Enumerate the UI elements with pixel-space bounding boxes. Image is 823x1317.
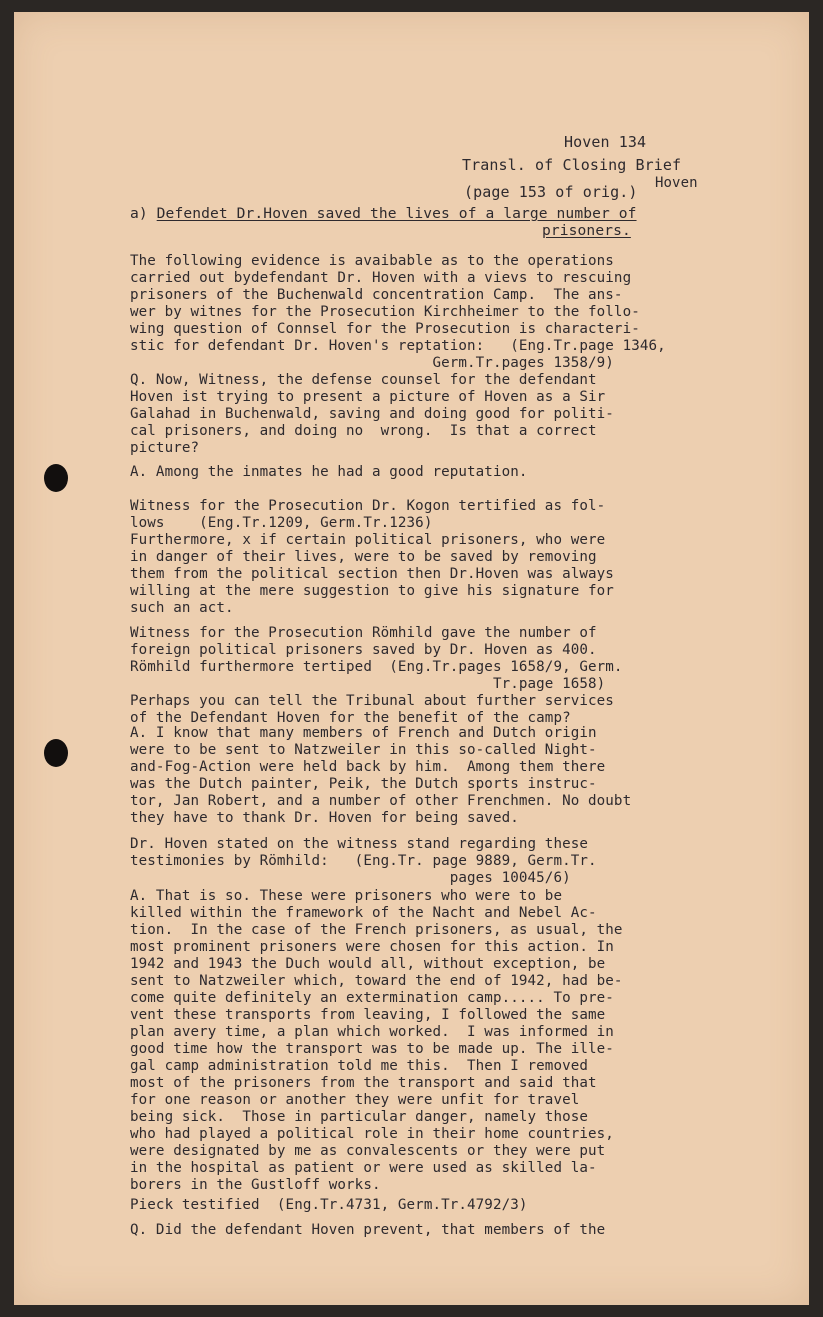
text-line: most of the prisoners from the transport and said that: [130, 1075, 597, 1091]
page-reference: Hoven 134: [564, 133, 647, 151]
text-line: wer by witnes for the Prosecution Kirchheimer to the follo-: [130, 304, 640, 320]
text-line: for one reason or another they were unfit for travel: [130, 1092, 580, 1108]
text-line: Witness for the Prosecution Römhild gave the number of: [130, 625, 597, 641]
paragraph: [130, 888, 623, 1194]
text-line: most prominent prisoners were chosen for this action. In: [130, 939, 614, 955]
text-line: who had played a political role in their home countries,: [130, 1126, 614, 1142]
paragraph: [130, 253, 666, 372]
heading-prefix: a): [130, 205, 157, 222]
text-line: lows (Eng.Tr.1209, Germ.Tr.1236): [130, 515, 433, 531]
paragraph: [130, 1197, 528, 1214]
document-page: [14, 12, 809, 1305]
text-line: come quite definitely an extermination camp..... To pre-: [130, 990, 614, 1006]
text-line: A. That is so. These were prisoners who were to be: [130, 888, 563, 904]
text-line: good time how the transport was to be made up. The ille-: [130, 1041, 614, 1057]
paragraph: [130, 464, 528, 481]
text-line: Germ.Tr.pages 1358/9): [130, 355, 614, 371]
text-line: A. I know that many members of French and Dutch origin: [130, 725, 597, 741]
text-line: 1942 and 1943 the Duch would all, without exception, be: [130, 956, 606, 972]
text-line: killed within the framework of the Nacht and Nebel Ac-: [130, 905, 597, 921]
text-line: them from the political section then Dr.Hoven was always: [130, 566, 614, 582]
text-line: Tr.page 1658): [130, 676, 606, 692]
original-page-reference: (page 153 of orig.): [464, 183, 638, 201]
text-line: carried out bydefendant Dr. Hoven with a vievs to rescuing: [130, 270, 632, 286]
text-line: stic for defendant Dr. Hoven's reptation: (Eng.Tr.page 1346,: [130, 338, 666, 354]
paragraph: [130, 725, 631, 827]
text-line: and-Fog-Action were held back by him. Among them there: [130, 759, 606, 775]
text-line: tor, Jan Robert, and a number of other Frenchmen. No doubt: [130, 793, 632, 809]
text-line: such an act.: [130, 600, 234, 616]
text-line: pages 10045/6): [130, 870, 571, 886]
original-page-superscript: Hoven: [655, 175, 698, 191]
text-line: they have to thank Dr. Hoven for being saved.: [130, 810, 519, 826]
text-line: wing question of Connsel for the Prosecution is characteri-: [130, 321, 640, 337]
text-line: Dr. Hoven stated on the witness stand regarding these: [130, 836, 589, 852]
text-line: Hoven ist trying to present a picture of Hoven as a Sir: [130, 389, 606, 405]
paragraph: [130, 498, 614, 617]
text-line: Witness for the Prosecution Dr. Kogon tertified as fol-: [130, 498, 606, 514]
text-line: Pieck testified (Eng.Tr.4731, Germ.Tr.4792/3): [130, 1197, 528, 1213]
text-line: of the Defendant Hoven for the benefit of the camp?: [130, 710, 571, 726]
text-line: Römhild furthermore tertiped (Eng.Tr.pages 1658/9, Germ.: [130, 659, 623, 675]
text-line: picture?: [130, 440, 200, 456]
paragraph: [130, 1222, 605, 1239]
section-heading: [130, 205, 637, 222]
text-line: prisoners of the Buchenwald concentration Camp. The ans-: [130, 287, 623, 303]
text-line: A. Among the inmates he had a good reputation.: [130, 464, 528, 480]
text-line: cal prisoners, and doing no wrong. Is that a correct: [130, 423, 597, 439]
text-line: Q. Did the defendant Hoven prevent, that members of the: [130, 1222, 606, 1238]
text-line: were designated by me as convalescents or they were put: [130, 1143, 606, 1159]
text-line: Perhaps you can tell the Tribunal about further services: [130, 693, 614, 709]
text-line: Q. Now, Witness, the defense counsel for the defendant: [130, 372, 597, 388]
text-line: in the hospital as patient or were used as skilled la-: [130, 1160, 597, 1176]
text-line: plan avery time, a plan which worked. I was informed in: [130, 1024, 614, 1040]
text-line: borers in the Gustloff works.: [130, 1177, 381, 1193]
paragraph: [130, 625, 623, 727]
paragraph: [130, 836, 597, 887]
text-line: vent these transports from leaving, I followed the same: [130, 1007, 606, 1023]
punch-hole-top: [44, 464, 68, 492]
heading-underlined: Defendet Dr.Hoven saved the lives of a large number of: [156, 205, 637, 222]
paragraph: [130, 372, 614, 457]
text-line: The following evidence is avaibable as to the operations: [130, 253, 614, 269]
text-line: were to be sent to Natzweiler in this so-called Night-: [130, 742, 597, 758]
translation-title: Transl. of Closing Brief: [462, 156, 682, 174]
text-line: Galahad in Buchenwald, saving and doing good for politi-: [130, 406, 614, 422]
section-heading-continuation: prisoners.: [542, 222, 631, 239]
punch-hole-bottom: [44, 739, 68, 767]
text-line: being sick. Those in particular danger, namely those: [130, 1109, 589, 1125]
text-line: testimonies by Römhild: (Eng.Tr. page 9889, Germ.Tr.: [130, 853, 597, 869]
text-line: Furthermore, x if certain political prisoners, who were: [130, 532, 606, 548]
text-line: was the Dutch painter, Peik, the Dutch sports instruc-: [130, 776, 597, 792]
text-line: gal camp administration told me this. Then I removed: [130, 1058, 589, 1074]
text-line: foreign political prisoners saved by Dr. Hoven as 400.: [130, 642, 597, 658]
text-line: sent to Natzweiler which, toward the end of 1942, had be-: [130, 973, 623, 989]
text-line: willing at the mere suggestion to give his signature for: [130, 583, 614, 599]
text-line: in danger of their lives, were to be saved by removing: [130, 549, 597, 565]
text-line: tion. In the case of the French prisoners, as usual, the: [130, 922, 623, 938]
